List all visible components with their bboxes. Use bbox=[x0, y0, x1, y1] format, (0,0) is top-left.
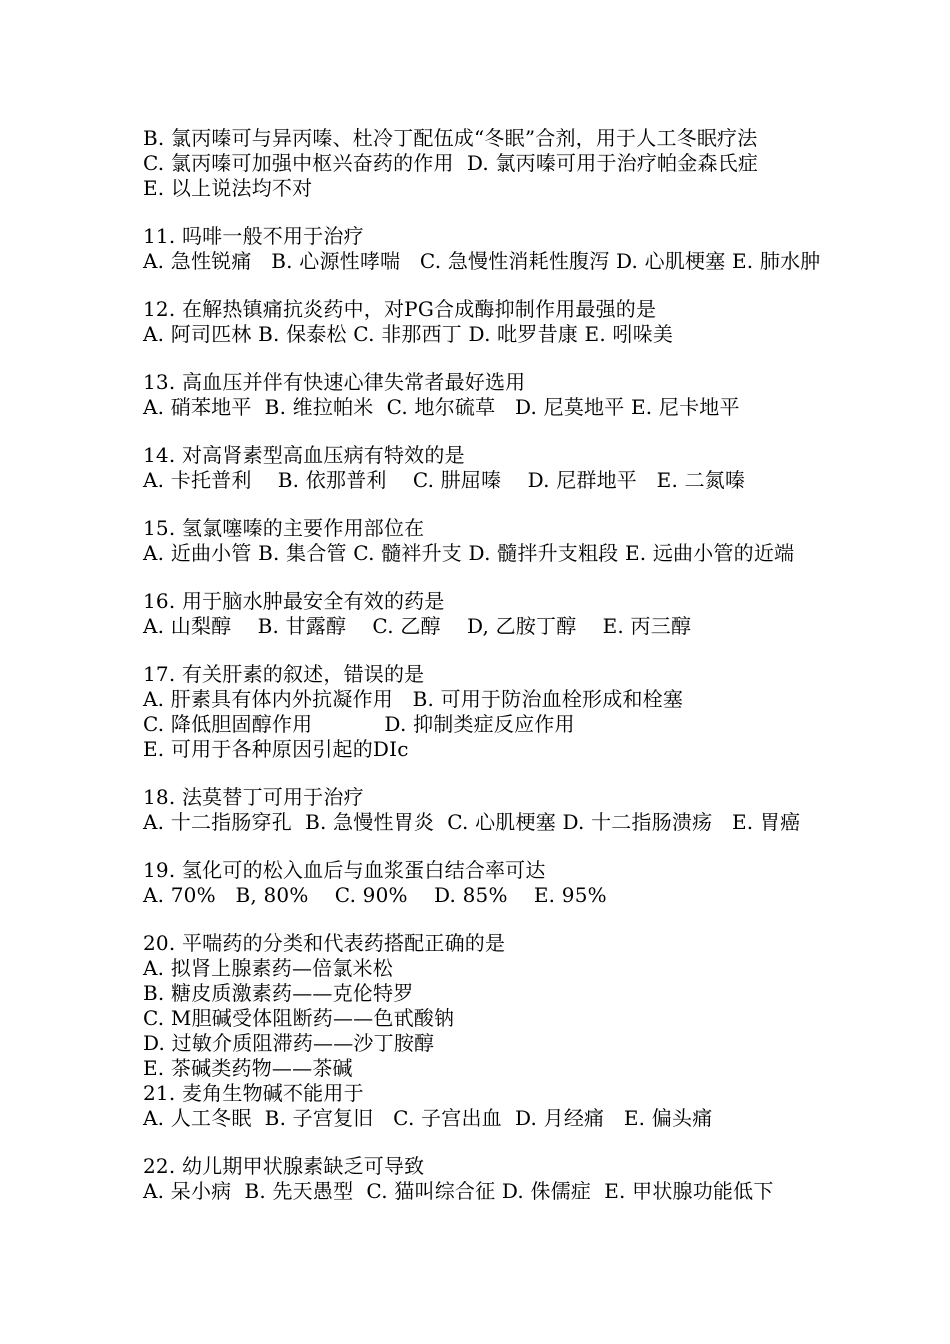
text-line: B. 糖皮质激素药——克伦特罗 bbox=[143, 981, 414, 1005]
text-line-first: 17. 有关肝素的叙述，错误的是 bbox=[143, 662, 425, 686]
text-line-first: 11. 吗啡一般不用于治疗 bbox=[143, 224, 364, 248]
question-block bbox=[143, 785, 943, 835]
text-line: A. 硝苯地平 B. 维拉帕米 C. 地尔硫草 D. 尼莫地平 E. 尼卡地平 bbox=[143, 395, 740, 419]
text-line-first: 18. 法莫替丁可用于治疗 bbox=[143, 785, 364, 809]
question-block bbox=[143, 662, 943, 762]
text-line: A. 近曲小管 B. 集合管 C. 髓袢升支 D. 髓拌升支粗段 E. 远曲小管的近端 bbox=[143, 541, 795, 565]
question-block bbox=[143, 858, 943, 908]
text-line: A. 卡托普利 B. 依那普利 C. 肼屈嗪 D. 尼群地平 E. 二氮嗪 bbox=[143, 468, 746, 492]
block-spacer bbox=[143, 566, 943, 589]
question-block bbox=[143, 297, 943, 347]
text-line-first: 16. 用于脑水肿最安全有效的药是 bbox=[143, 589, 445, 613]
text-line: C. M胆碱受体阻断药——色甙酸钠 bbox=[143, 1006, 455, 1030]
text-line: 21. 麦角生物碱不能用于 bbox=[143, 1081, 364, 1105]
text-line-first: 19. 氢化可的松入血后与血浆蛋白结合率可达 bbox=[143, 858, 546, 882]
text-line: A. 70% B, 80% C. 90% D. 85% E. 95% bbox=[143, 883, 607, 907]
text-line-first: 15. 氢氯噻嗪的主要作用部位在 bbox=[143, 516, 425, 540]
text-line: D. 过敏介质阻滞药——沙丁胺醇 bbox=[143, 1031, 435, 1055]
block-spacer bbox=[143, 762, 943, 785]
question-block bbox=[143, 443, 943, 493]
text-line: C. 氯丙嗪可加强中枢兴奋药的作用 D. 氯丙嗪可用于治疗帕金森氏症 bbox=[143, 151, 759, 175]
text-line: A. 拟肾上腺素药—倍氯米松 bbox=[143, 956, 393, 980]
text-line: E. 茶碱类药物——茶碱 bbox=[143, 1056, 353, 1080]
text-line-first: 14. 对高肾素型高血压病有特效的是 bbox=[143, 443, 465, 467]
text-line-first: 20. 平喘药的分类和代表药搭配正确的是 bbox=[143, 931, 506, 955]
question-block bbox=[143, 931, 943, 1131]
text-line: A. 人工冬眠 B. 子宫复旧 C. 子宫出血 D. 月经痛 E. 偏头痛 bbox=[143, 1106, 713, 1130]
text-line: A. 阿司匹林 B. 保泰松 C. 非那西丁 D. 吡罗昔康 E. 吲哚美 bbox=[143, 322, 674, 346]
block-spacer bbox=[143, 420, 943, 443]
block-spacer bbox=[143, 1131, 943, 1154]
block-spacer bbox=[143, 274, 943, 297]
text-line: E. 以上说法均不对 bbox=[143, 176, 313, 200]
text-line: A. 山梨醇 B. 甘露醇 C. 乙醇 D, 乙胺丁醇 E. 丙三醇 bbox=[143, 614, 692, 638]
document-page bbox=[143, 126, 943, 1204]
text-line: A. 肝素具有体内外抗凝作用 B. 可用于防治血栓形成和栓塞 bbox=[143, 687, 684, 711]
question-block bbox=[143, 370, 943, 420]
block-spacer bbox=[143, 639, 943, 662]
block-spacer bbox=[143, 347, 943, 370]
text-line: E. 可用于各种原因引起的DIc bbox=[143, 737, 409, 761]
text-line: A. 急性锐痛 B. 心源性哮喘 C. 急慢性消耗性腹泻 D. 心肌梗塞 E. 肺水肿 bbox=[143, 249, 821, 273]
block-spacer bbox=[143, 201, 943, 224]
block-spacer bbox=[143, 908, 943, 931]
text-line-first: 12. 在解热镇痛抗炎药中，对PG合成酶抑制作用最强的是 bbox=[143, 297, 657, 321]
question-block bbox=[143, 589, 943, 639]
text-line-first: B. 氯丙嗪可与异丙嗪、杜冷丁配伍成“冬眠”合剂，用于人工冬眠疗法 bbox=[143, 126, 758, 150]
text-line: A. 十二指肠穿孔 B. 急慢性胃炎 C. 心肌梗塞 D. 十二指肠溃疡 E. 胃癌 bbox=[143, 810, 801, 834]
question-block bbox=[143, 224, 943, 274]
text-line-first: 13. 高血压并伴有快速心律失常者最好选用 bbox=[143, 370, 526, 394]
block-spacer bbox=[143, 835, 943, 858]
text-line-first: 22. 幼儿期甲状腺素缺乏可导致 bbox=[143, 1154, 425, 1178]
question-block bbox=[143, 126, 943, 201]
text-line: C. 降低胆固醇作用 D. 抑制类症反应作用 bbox=[143, 712, 575, 736]
question-block bbox=[143, 1154, 943, 1204]
text-line: A. 呆小病 B. 先天愚型 C. 猫叫综合征 D. 侏儒症 E. 甲状腺功能低下 bbox=[143, 1179, 774, 1203]
block-spacer bbox=[143, 493, 943, 516]
question-block bbox=[143, 516, 943, 566]
